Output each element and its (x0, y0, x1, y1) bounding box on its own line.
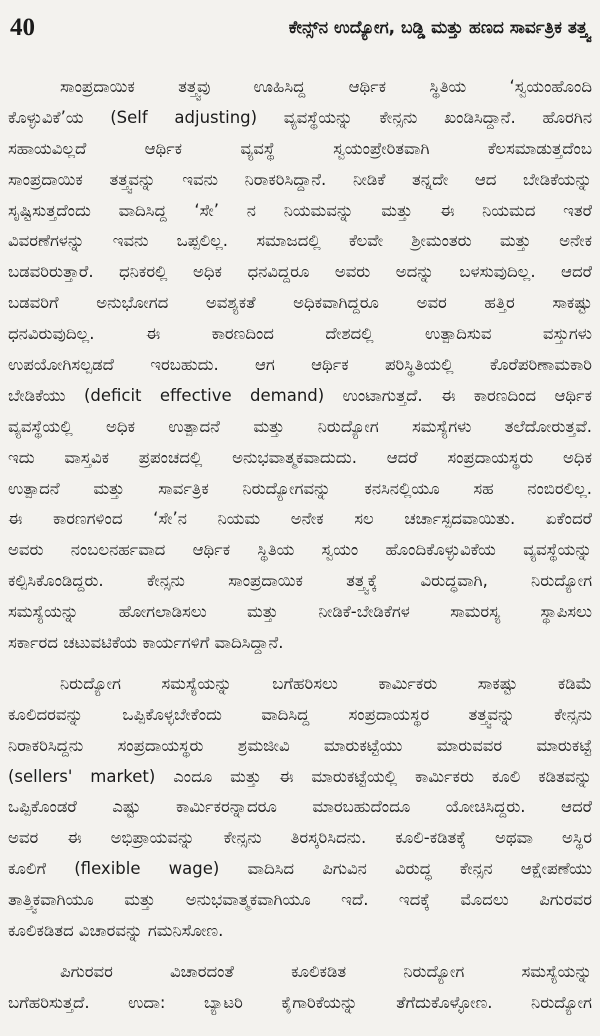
text-line: ಬೇಡಿಕೆಯು (deficit effective demand) ಉಂಟಾಗುತ್ತದೆ. ಈ ಕಾರಣದಿಂದ ಆರ್ಥಿಕ (8, 385, 592, 405)
text-line: ಪಿಗುರವರ ವಿಚಾರದಂತೆ ಕೂಲಿಕಡಿತ ನಿರುದ್ಯೋಗ ಸಮಸ್ಯೆಯನ್ನು (60, 961, 592, 981)
text-line: ಉಪಯೋಗಿಸಲ್ಪಡದೆ ಇರಬಹುದು. ಆಗ ಆರ್ಥಿಕ ಪರಿಸ್ಥಿತಿಯಲ್ಲಿ ಕೊರೆಪರಿಣಾಮಕಾರಿ (8, 355, 592, 375)
body-text (8, 72, 592, 1019)
text-line: ಬಡವರಿರುತ್ತಾರೆ. ಧನಿಕರಲ್ಲಿ ಅಧಿಕ ಧನವಿದ್ದರೂ ಅವರು ಅದನ್ನು ಬಳಸುವುದಿಲ್ಲ. ಆದರೆ (8, 262, 592, 282)
text-line: ನಿರುದ್ಯೋಗ ಸಮಸ್ಯೆಯನ್ನು ಬಗೆಹರಿಸಲು ಕಾರ್ಮಿಕರು ಸಾಕಷ್ಟು ಕಡಿಮೆ (60, 673, 592, 693)
paragraph (8, 669, 592, 947)
text-line: ಕೊಳ್ಳುವಿಕೆ’ಯ (Self adjusting) ವ್ಯವಸ್ಥೆಯನ್ನು ಕೇನ್ಸನು ಖಂಡಿಸಿದ್ದಾನೆ. ಹೊರಗಿನ (8, 107, 592, 127)
text-line: ಸಮಸ್ಯೆಯನ್ನು ಹೋಗಲಾಡಿಸಲು ಮತ್ತು ನೀಡಿಕೆ-ಬೇಡಿಕೆಗಳ ಸಾಮರಸ್ಯ ಸ್ಥಾಪಿಸಲು (8, 602, 592, 622)
text-line: ಧನವಿರುವುದಿಲ್ಲ. ಈ ಕಾರಣದಿಂದ ದೇಶದಲ್ಲಿ ಉತ್ಪಾದಿಸುವ ವಸ್ತುಗಳು (8, 324, 592, 344)
text-line: ಕೂಲಿಕಡಿತದ ವಿಚಾರವನ್ನು ಗಮನಿಸೋಣ. (8, 921, 224, 941)
text-line: ಉತ್ಪಾದನೆ ಮತ್ತು ಸಾರ್ವತ್ರಿಕ ನಿರುದ್ಯೋಗವನ್ನು ಕನಸಿನಲ್ಲಿಯೂ ಸಹ ನಂಬಿರಲಿಲ್ಲ. (8, 478, 592, 498)
text-line: ಇದು ವಾಸ್ತವಿಕ ಪ್ರಪಂಚದಲ್ಲಿ ಅನುಭವಾತ್ಮಕವಾದುದು. ಆದರೆ ಸಂಪ್ರದಾಯಸ್ಥರು ಅಧಿಕ (8, 447, 592, 467)
text-line: ಅವರ ಈ ಅಭಿಪ್ರಾಯವನ್ನು ಕೇನ್ಸನು ತಿರಸ್ಕರಿಸಿದನು. ಕೂಲಿ-ಕಡಿತಕ್ಕೆ ಅಥವಾ ಅಸ್ಥಿರ (8, 828, 592, 848)
text-line: ಕಲ್ಪಿಸಿಕೊಂಡಿದ್ದರು. ಕೇನ್ಸನು ಸಾಂಪ್ರದಾಯಿಕ ತತ್ತ್ವಕ್ಕೆ ವಿರುದ್ಧವಾಗಿ, ನಿರುದ್ಯೋಗ (8, 571, 592, 591)
paragraph (8, 72, 592, 659)
text-line: ಸೃಷ್ಟಿಸುತ್ತದೆಂದು ವಾದಿಸಿದ್ದ ‘ಸೇ’ ನ ನಿಯಮವನ್ನು ಮತ್ತು ಈ ನಿಯಮದ ಇತರೆ (8, 200, 592, 220)
text-line: ಸಹಾಯವಿಲ್ಲದೆ ಆರ್ಥಿಕ ವ್ಯವಸ್ಥೆ ಸ್ವಯಂಪ್ರೇರಿತವಾಗಿ ಕೆಲಸಮಾಡುತ್ತದೆಂಬ (8, 138, 592, 158)
text-line: (sellers' market) ಎಂದೂ ಮತ್ತು ಈ ಮಾರುಕಟ್ಟೆಯಲ್ಲಿ ಕಾರ್ಮಿಕರು ಕೂಲಿ ಕಡಿತವನ್ನು (8, 766, 592, 786)
text-line: ತಾತ್ತ್ವಿಕವಾಗಿಯೂ ಮತ್ತು ಅನುಭವಾತ್ಮಕವಾಗಿಯೂ ಇದೆ. ಇದಕ್ಕೆ ಮೊದಲು ಪಿಗುರವರ (8, 890, 592, 910)
text-line: ನಿರಾಕರಿಸಿದ್ದನು ಸಂಪ್ರದಾಯಸ್ಥರು ಶ್ರಮಜೀವಿ ಮಾರುಕಟ್ಟೆಯು ಮಾರುವವರ ಮಾರುಕಟ್ಟೆ (8, 735, 592, 755)
text-line: ಈ ಕಾರಣಗಳಿಂದ ‘ಸೇ’ನ ನಿಯಮ ಅನೇಕ ಸಲ ಚರ್ಚಾಸ್ಪದವಾಯಿತು. ಏಕೆಂದರೆ (8, 509, 592, 529)
text-line: ಬಗೆಹರಿಸುತ್ತದೆ. ಉದಾ: ಬ್ಯಾಟರಿ ಕೈಗಾರಿಕೆಯನ್ನು ತೆಗೆದುಕೊಳ್ಳೋಣ. ನಿರುದ್ಯೋಗ (8, 992, 592, 1012)
text-line: ವ್ಯವಸ್ಥೆಯಲ್ಲಿ ಅಧಿಕ ಉತ್ಪಾದನೆ ಮತ್ತು ನಿರುದ್ಯೋಗ ಸಮಸ್ಯೆಗಳು ತಲೆದೋರುತ್ತವೆ. (8, 416, 592, 436)
text-line: ಅವರು ನಂಬಲನರ್ಹವಾದ ಆರ್ಥಿಕ ಸ್ಥಿತಿಯ ಸ್ವಯಂ ಹೊಂದಿಕೊಳ್ಳುವಿಕೆಯ ವ್ಯವಸ್ಥೆಯನ್ನು (8, 540, 592, 560)
page-header (10, 14, 590, 46)
running-title: ಕೇನ್ಸ್‌ನ ಉದ್ಯೋಗ, ಬಡ್ಡಿ ಮತ್ತು ಹಣದ ಸಾರ್ವತ್ರಿಕ ತತ್ತ್ವ (288, 18, 590, 38)
text-line: ಸಾಂಪ್ರದಾಯಿಕ ತತ್ತ್ವವನ್ನು ಇವನು ನಿರಾಕರಿಸಿದ್ದಾನೆ. ನೀಡಿಕೆ ತನ್ನದೇ ಆದ ಬೇಡಿಕೆಯನ್ನು (8, 169, 592, 189)
text-line: ಕೂಲಿದರವನ್ನು ಒಪ್ಪಿಕೊಳ್ಳಬೇಕೆಂದು ವಾದಿಸಿದ್ದ ಸಂಪ್ರದಾಯಸ್ಥರ ತತ್ತ್ವವನ್ನು ಕೇನ್ಸನು (8, 704, 592, 724)
text-line: ಸರ್ಕಾರದ ಚಟುವಟಿಕೆಯ ಕಾರ್ಯಗಳಿಗೆ ವಾದಿಸಿದ್ದಾನೆ. (8, 633, 284, 653)
paragraph (8, 957, 592, 1019)
text-line: ಬಡವರಿಗೆ ಅನುಭೋಗದ ಅವಶ್ಯಕತೆ ಅಧಿಕವಾಗಿದ್ದರೂ ಅವರ ಹತ್ತಿರ ಸಾಕಷ್ಟು (8, 293, 592, 313)
text-line: ಒಪ್ಪಿಕೊಂಡರೆ ಎಷ್ಟು ಕಾರ್ಮಿಕರನ್ನಾದರೂ ಮಾರಬಹುದೆಂದೂ ಯೋಚಿಸಿದ್ದರು. ಆದರೆ (8, 797, 592, 817)
text-line: ಕೂಲಿಗೆ (flexible wage) ವಾದಿಸಿದ ಪಿಗುವಿನ ವಿರುದ್ಧ ಕೇನ್ಸನ ಆಕ್ಷೇಪಣೆಯು (8, 859, 592, 879)
text-line: ವಿವರಣೆಗಳನ್ನು ಇವನು ಒಪ್ಪಲಿಲ್ಲ. ಸಮಾಜದಲ್ಲಿ ಕೆಲವೇ ಶ್ರೀಮಂತರು ಮತ್ತು ಅನೇಕ (8, 231, 592, 251)
text-line: ಸಾಂಪ್ರದಾಯಿಕ ತತ್ತ್ವವು ಊಹಿಸಿದ್ದ ಆರ್ಥಿಕ ಸ್ಥಿತಿಯ ‘ಸ್ವಯಂಹೊಂದಿ (60, 77, 592, 96)
page-number: 40 (10, 14, 35, 41)
